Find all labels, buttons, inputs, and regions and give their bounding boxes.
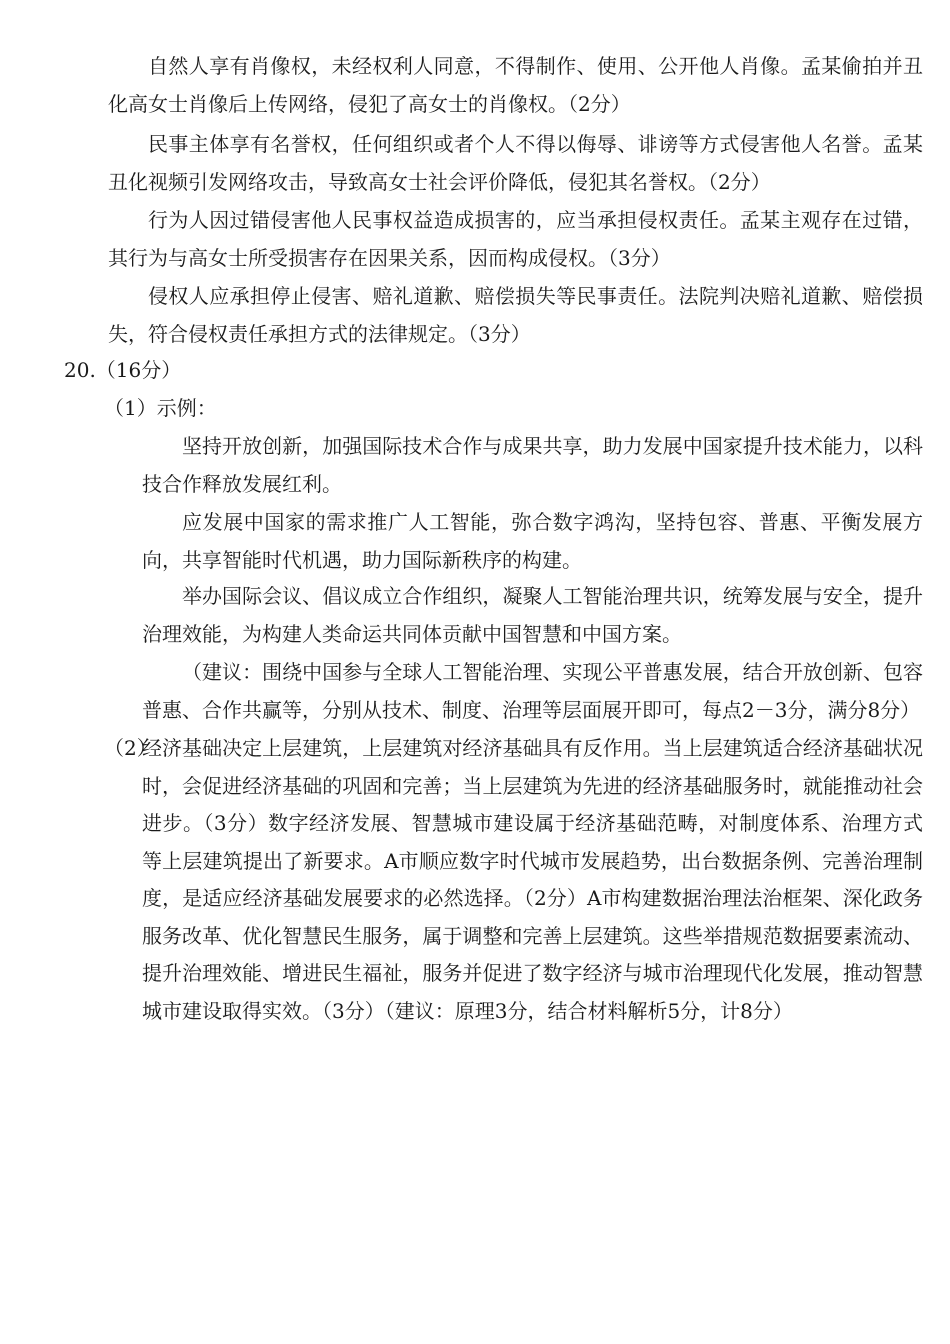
part1-example-governance: 举办国际会议、倡议成立合作组织，凝聚人工智能治理共识，统筹发展与安全，提升治理效能，为构建人类命运共同体贡献中国智慧和中国方案。 [142,584,923,646]
question-20-part2 [104,730,923,1030]
part2-answer-text: 经济基础决定上层建筑，上层建筑对经济基础具有反作用。当上层建筑适合经济基础状况时，会促进经济基础的巩固和完善；当上层建筑为先进的经济基础服务时，就能推动社会进步。（3分）数字经济发展、智慧城市建设属于经济基础范畴，对制度体系、治理方式等上层建筑提出了新要求。A市顺应数字时代城市发展趋势，出台数据条例、完善治理制度，是适应经济基础发展要求的必然选择。（2分）A市构建数据治理法治框架、深化政务服务改革、优化智慧民生服务，属于调整和完善上层建筑。这些举措规范数据要素流动、提升治理效能、增进民生福祉，服务并促进了数字经济与城市治理现代化发展，推动智慧城市建设取得实效。（3分）（建议：原理3分，结合材料解析5分，计8分） [142,736,923,1023]
answer-paragraph-civil-liability: 侵权人应承担停止侵害、赔礼道歉、赔偿损失等民事责任。法院判决赔礼道歉、赔偿损失，符合侵权责任承担方式的法律规定。（3分） [108,284,923,346]
question-20-heading: 20.（16分） [64,358,182,382]
part1-example-inclusive-development: 应发展中国家的需求推广人工智能，弥合数字鸿沟，坚持包容、普惠、平衡发展方向，共享智能时代机遇，助力国际新秩序的构建。 [142,510,923,572]
question-20-part1-label: （1）示例： [104,396,217,420]
part1-scoring-suggestion: （建议：围绕中国参与全球人工智能治理、实现公平普惠发展，结合开放创新、包容普惠、合作共赢等，分别从技术、制度、治理等层面展开即可，每点2－3分，满分8分） [142,660,923,722]
answer-paragraph-reputation-right: 民事主体享有名誉权，任何组织或者个人不得以侮辱、诽谤等方式侵害他人名誉。孟某丑化视频引发网络攻击，导致高女士社会评价降低，侵犯其名誉权。（2分） [108,132,923,194]
part2-number: （2） [104,736,157,760]
answer-paragraph-portrait-right: 自然人享有肖像权，未经权利人同意，不得制作、使用、公开他人肖像。孟某偷拍并丑化高女士肖像后上传网络，侵犯了高女士的肖像权。（2分） [108,54,923,116]
part1-example-open-innovation: 坚持开放创新，加强国际技术合作与成果共享，助力发展中国家提升技术能力，以科技合作释放发展红利。 [142,434,923,496]
answer-paragraph-tort-liability: 行为人因过错侵害他人民事权益造成损害的，应当承担侵权责任。孟某主观存在过错，其行为与高女士所受损害存在因果关系，因而构成侵权。（3分） [108,208,923,270]
